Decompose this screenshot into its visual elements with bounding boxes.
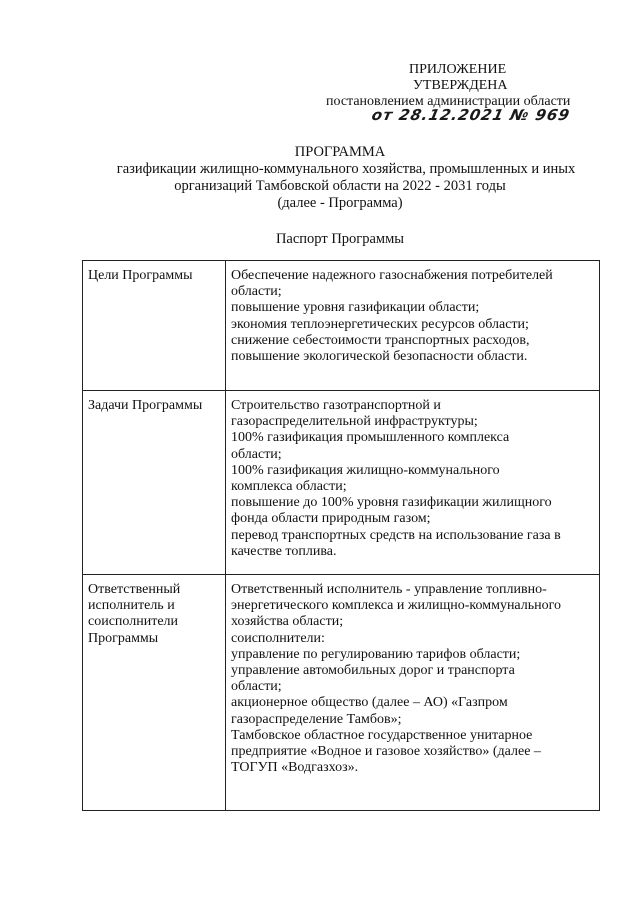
approval-appendix-label: ПРИЛОЖЕНИЕ bbox=[409, 62, 507, 77]
goals-line: области; bbox=[231, 284, 282, 300]
table-row-executors bbox=[83, 575, 600, 811]
goals-line: повышение экологической безопасности области. bbox=[231, 349, 528, 365]
executors-line: ТОГУП «Водгазхоз». bbox=[231, 760, 359, 776]
program-subtitle-line-3: (далее - Программа) bbox=[277, 195, 403, 211]
approval-block bbox=[0, 0, 640, 140]
goals-line: снижение себестоимости транспортных расходов, bbox=[231, 332, 530, 348]
executors-label-line: исполнитель и bbox=[88, 598, 175, 614]
executors-label bbox=[83, 575, 226, 811]
tasks-line: области; bbox=[231, 446, 282, 462]
goals-line: Обеспечение надежного газоснабжения потребителей bbox=[231, 268, 553, 283]
executors-label-line: Ответственный bbox=[88, 582, 181, 597]
program-title: ПРОГРАММА bbox=[294, 144, 386, 160]
tasks-line: фонда области природным газом; bbox=[231, 511, 431, 527]
goals-content bbox=[226, 261, 600, 391]
executors-content bbox=[226, 575, 600, 811]
tasks-label: Задачи Программы bbox=[83, 391, 226, 575]
executors-label-line: Программы bbox=[88, 630, 159, 646]
table-row-goals bbox=[83, 261, 600, 391]
tasks-line: Строительство газотранспортной и bbox=[231, 398, 441, 413]
program-subtitle-line-1: газификации жилищно-коммунального хозяйства, промышленных и иных bbox=[116, 161, 576, 177]
tasks-line: 100% газификация жилищно-коммунального bbox=[231, 462, 500, 478]
tasks-line: 100% газификация промышленного комплекса bbox=[231, 430, 510, 446]
executors-line: управление по регулированию тарифов области; bbox=[231, 646, 521, 662]
goals-label: Цели Программы bbox=[83, 261, 226, 391]
tasks-line: перевод транспортных средств на использование газа в bbox=[231, 527, 561, 543]
executors-line: энергетического комплекса и жилищно-коммунального bbox=[231, 598, 562, 614]
passport-table bbox=[82, 260, 600, 811]
executors-line: Тамбовское областное государственное унитарное bbox=[231, 727, 533, 743]
table-row-tasks bbox=[83, 391, 600, 575]
handwritten-date-number: от 28.12.2021 № 969 bbox=[370, 106, 572, 124]
tasks-content bbox=[226, 391, 600, 575]
executors-line: области; bbox=[231, 679, 282, 695]
program-subtitle-line-2: организаций Тамбовской области на 2022 - 2031 годы bbox=[174, 178, 506, 194]
tasks-line: повышение до 100% уровня газификации жилищного bbox=[231, 495, 552, 511]
goals-line: повышение уровня газификации области; bbox=[231, 300, 480, 316]
executors-line: предприятие «Водное и газовое хозяйство» (далее – bbox=[231, 744, 541, 760]
executors-line: управление автомобильных дорог и транспорта bbox=[231, 663, 515, 679]
approval-resolution-label: постановлением администрации области bbox=[326, 94, 571, 109]
goals-line: экономия теплоэнергетических ресурсов области; bbox=[231, 316, 529, 332]
executors-label-line: соисполнители bbox=[88, 614, 179, 630]
executors-line: Ответственный исполнитель - управление топливно- bbox=[231, 582, 547, 597]
tasks-line: качестве топлива. bbox=[231, 543, 337, 559]
executors-line: хозяйства области; bbox=[231, 614, 344, 630]
executors-line: акционерное общество (далее – АО) «Газпром bbox=[231, 695, 508, 711]
executors-line: соисполнители: bbox=[231, 630, 325, 646]
passport-title: Паспорт Программы bbox=[275, 231, 405, 247]
approval-approved-label: УТВЕРЖДЕНА bbox=[413, 78, 508, 93]
tasks-line: комплекса области; bbox=[231, 479, 347, 495]
tasks-line: газораспределительной инфраструктуры; bbox=[231, 414, 478, 430]
executors-line: газораспределение Тамбов»; bbox=[231, 711, 402, 727]
